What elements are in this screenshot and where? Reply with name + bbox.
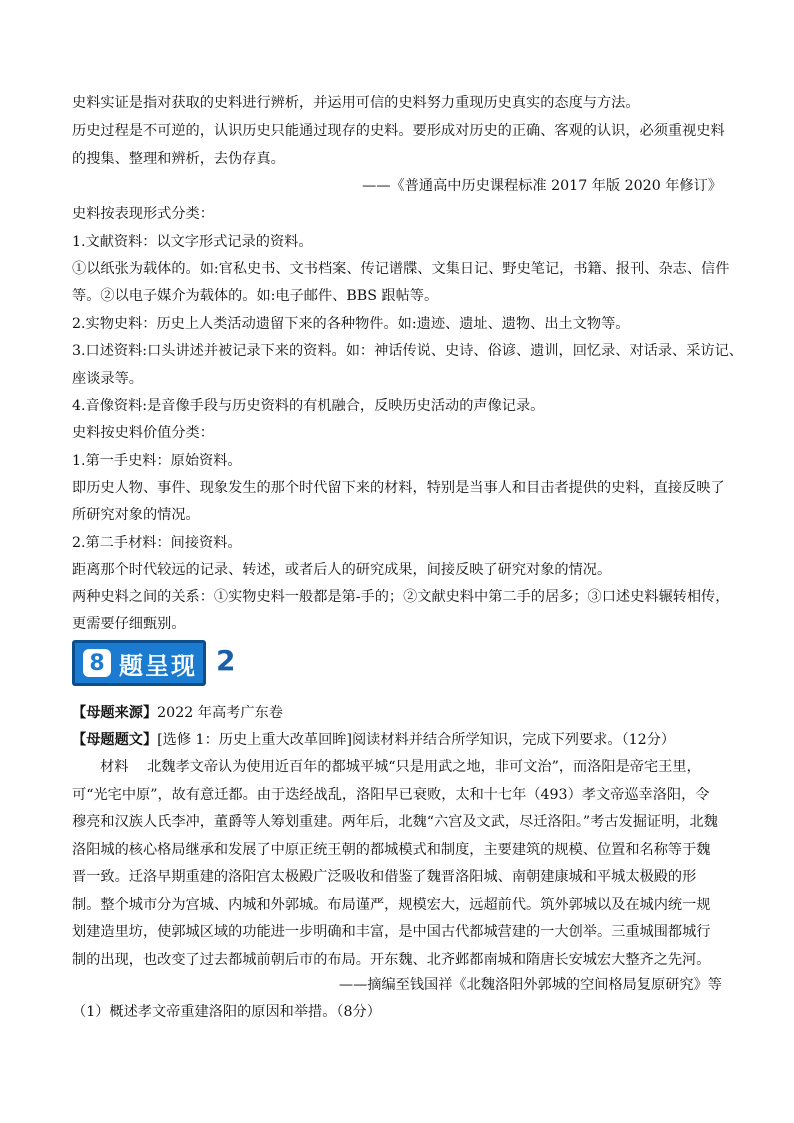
intro-line-3: 的搜集、整理和辨析，去伪存真。 [72, 151, 285, 167]
relation-line-1: 两种史料之间的关系：①实物史料一般都是第-手的；②文献史料中第二手的居多；③口述史料辗转相传， [72, 589, 730, 605]
section-number: 2 [216, 644, 236, 677]
text-body: [选修 1：历史上重大改革回眸]阅读材料并结合所学知识，完成下列要求。（12分） [157, 732, 676, 748]
type-2: 2.实物史料：历史上人类活动遗留下来的各种物件。如:遗迹、遗址、遗物、出土文物等。 [72, 316, 630, 332]
types-heading: 史料按表现形式分类： [72, 206, 214, 222]
text-tag: 【母题题文】 [72, 732, 158, 748]
question-text [72, 727, 722, 755]
intro-line-2: 历史过程是不可逆的，认识历史只能通过现存的史料。要形成对历史的正确、客观的认识，必须重视史料 [72, 123, 725, 139]
value-heading: 史料按史料价值分类： [72, 425, 214, 441]
type-3-cont: 座谈录等。 [72, 371, 143, 387]
question-source [72, 700, 722, 728]
type-4: 4.音像资料:是音像手段与历史资料的有机融合，反映历史活动的声像记录。 [72, 398, 545, 414]
sub-question-1: （1）概述孝文帝重建洛阳的原因和举措。（8分） [72, 1004, 381, 1020]
intro-line-1: 史料实证是指对获取的史料进行辨析，并运用可信的史料努力重现历史真实的态度与方法。 [72, 95, 640, 111]
type-1: 1.文献资料：以文字形式记录的资料。 [72, 234, 313, 250]
intro-source: ——《普通高中历史课程标准 2017 年版 2020 年修订》 [362, 178, 722, 194]
type-1-detail-a: ①以纸张为载体的。如:官私史书、文书档案、传记谱牒、文集日记、野史笔记，书籍、报刊、杂志、信件 [72, 261, 730, 277]
material-source: ——摘编至钱国祥《北魏洛阳外郭城的空间格局复原研究》等 [338, 977, 722, 993]
value-1-detail-a: 即历史人物、事件、现象发生的那个时代留下来的材料，特别是当事人和目击者提供的史料，直接反映了 [72, 480, 725, 496]
source-text: 2022 年高考广东卷 [157, 705, 283, 721]
type-1-detail-b: 等。②以电子媒介为载体的。如:电子邮件、BBS 跟帖等。 [72, 288, 439, 304]
badge-icon: 8 [83, 649, 111, 677]
section-badge [72, 640, 206, 686]
value-1: 1.第一手史料：原始资料。 [72, 453, 242, 469]
material-paragraph: 材料 北魏孝文帝认为使用近百年的都城平城“只是用武之地，非可文治”，而洛阳是帝宅王里，可“光宅中原”，故有意迁都。由于迭经战乱，洛阳早已衰败，太和十七年（493）孝文帝巡幸洛阳，令穆亮和汉族人氏李冲，董爵等人筹划重建。两年后，北魏“六宫及文武，尽迁洛阳。”考古发掘证明，北魏洛阳城的核心格局继承和发展了中原正统王朝的都城模式和制度，主要建筑的规模、位置和名称等于魏晋一致。迁洛早期重建的洛阳宫太极殿广泛吸收和借鉴了魏晋洛阳城、南朝建康城和平城太极殿的形制。整个城市分为宫城、内城和外郭城。布局谨严，规模宏大，远超前代。筑外郭城以及在城内统一规划建造里坊，使郭城区域的功能进一步明确和丰富，是中国古代都城营建的一大创举。三重城围都城行制的出现，也改变了过去都城前朝后市的布局。开东魏、北齐邺都南城和隋唐长安城宏大整齐之先河。 [72, 759, 718, 968]
value-2-detail: 距离那个时代较远的记录、转述，或者后人的研究成果，间接反映了研究对象的情况。 [72, 562, 612, 578]
value-1-detail-b: 所研究对象的情况。 [72, 507, 200, 523]
relation-line-2: 更需要仔细甄别。 [72, 616, 186, 632]
badge-label: 题呈现 [119, 651, 197, 680]
source-tag: 【母题来源】 [72, 705, 158, 721]
type-3: 3.口述资料:口头讲述并被记录下来的资料。如：神话传说、史诗、俗谚、遗训，回忆录、对话录、采访记、 [72, 343, 743, 359]
value-2: 2.第二手材料：间接资料。 [72, 535, 242, 551]
